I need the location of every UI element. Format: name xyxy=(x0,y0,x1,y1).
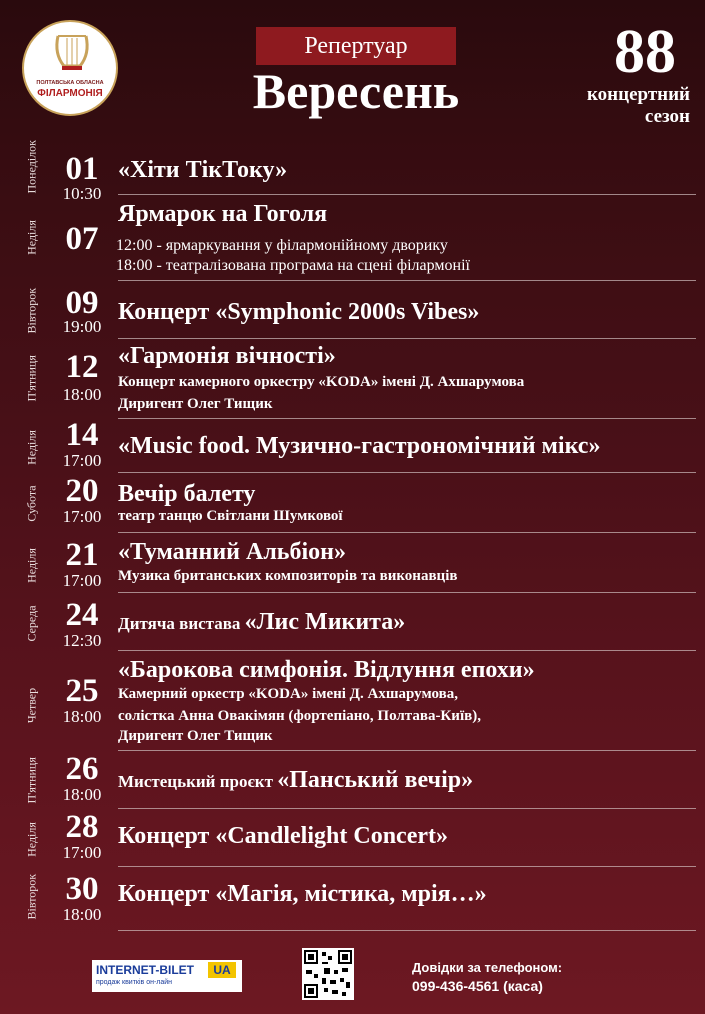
row-divider xyxy=(118,194,696,195)
event-time: 10:30 xyxy=(62,184,102,203)
qr-code[interactable] xyxy=(302,948,354,1000)
event-date: 20 xyxy=(65,473,99,509)
event-detail: солістка Анна Овакімян (фортепіано, Полтава-Київ), xyxy=(118,708,481,724)
event-date: 26 xyxy=(65,751,99,787)
event-weekday: Понеділок xyxy=(24,139,39,194)
season-number: 88 xyxy=(614,18,676,86)
event-weekday: Неділя xyxy=(24,548,39,583)
event-detail: Диригент Олег Тищик xyxy=(118,728,273,744)
phone-number[interactable]: 099-436-4561 (каса) xyxy=(412,978,543,994)
event-date: 09 xyxy=(65,285,99,321)
event-title xyxy=(118,608,405,638)
philharmonic-logo xyxy=(22,20,118,116)
event-row xyxy=(0,654,705,750)
event-time: 19:00 xyxy=(62,317,102,336)
event-time: 18:00 xyxy=(62,905,102,924)
row-divider xyxy=(118,808,696,809)
event-title: Вечір балету xyxy=(118,481,256,507)
event-date: 21 xyxy=(65,537,99,573)
event-detail: 12:00 - ярмаркування у філармонійному дворику xyxy=(116,237,448,254)
event-time: 12:30 xyxy=(62,631,102,650)
event-detail: Музика британських композиторів та виконавців xyxy=(118,568,458,584)
event-detail: Камерний оркестр «KODA» імені Д. Ахшарумова, xyxy=(118,686,458,702)
repertoire-badge: Репертуар xyxy=(256,27,456,65)
event-title: Концерт «Candlelight Concert» xyxy=(118,823,448,849)
event-weekday: П'ятниця xyxy=(24,757,39,804)
event-row xyxy=(0,870,705,930)
event-time: 17:00 xyxy=(62,571,102,590)
event-detail: 18:00 - театралізована програма на сцені філармонії xyxy=(116,257,470,274)
event-row xyxy=(0,751,705,808)
event-date: 28 xyxy=(65,809,99,845)
event-row xyxy=(0,473,705,532)
logo-org-line: ПОЛТАВСЬКА ОБЛАСНА xyxy=(36,80,104,86)
event-title: «Music food. Музично-гастрономічний мікс» xyxy=(118,433,601,459)
ticket-tagline: продаж квитків он-лайн xyxy=(96,979,173,986)
event-prefix: Мистецький проєкт xyxy=(118,772,278,791)
row-divider xyxy=(118,930,696,931)
event-detail: Концерт камерного оркестру «KODA» імені Д. Ахшарумова xyxy=(118,374,525,390)
row-divider xyxy=(118,532,696,533)
event-date: 12 xyxy=(65,349,99,385)
event-detail: театр танцю Світлани Шумкової xyxy=(118,508,343,524)
row-divider xyxy=(118,750,696,751)
event-date: 30 xyxy=(65,871,99,907)
event-title: «Туманний Альбіон» xyxy=(118,539,346,565)
event-weekday: Неділя xyxy=(24,430,39,465)
event-title: «Барокова симфонія. Відлуння епохи» xyxy=(118,657,535,683)
event-row xyxy=(0,596,705,650)
qr-code-icon xyxy=(302,948,354,1000)
event-row xyxy=(0,809,705,866)
event-title: Концерт «Магія, містика, мрія…» xyxy=(118,881,487,907)
event-time: 17:00 xyxy=(62,507,102,526)
row-divider xyxy=(118,472,696,473)
event-date: 14 xyxy=(65,417,99,453)
lyre-icon xyxy=(50,30,94,78)
event-time: 18:00 xyxy=(62,385,102,404)
event-title xyxy=(118,766,473,796)
event-row xyxy=(0,417,705,472)
ticket-brand: INTERNET-BILET xyxy=(96,963,194,977)
internet-bilet-logo[interactable] xyxy=(92,960,242,992)
month-title: Вересень xyxy=(252,63,460,119)
event-prefix: Дитяча вистава xyxy=(118,614,245,633)
event-time: 17:00 xyxy=(62,451,102,470)
event-date: 24 xyxy=(65,597,99,633)
season-label xyxy=(540,84,690,128)
event-date: 07 xyxy=(65,221,99,257)
event-title-main: «Панський вечір» xyxy=(277,767,474,793)
event-title: Концерт «Symphonic 2000s Vibes» xyxy=(118,299,480,325)
season-label-line1: концертний xyxy=(586,84,690,105)
event-time: 18:00 xyxy=(62,707,102,726)
phone-label: Довідки за телефоном: xyxy=(412,960,563,975)
event-row xyxy=(0,139,705,203)
event-weekday: Вівторок xyxy=(24,873,39,920)
logo-org-name: ФІЛАРМОНІЯ xyxy=(37,88,103,99)
event-date: 01 xyxy=(65,151,99,187)
season-label-line2: сезон xyxy=(644,106,690,127)
row-divider xyxy=(118,650,696,651)
event-time: 17:00 xyxy=(62,843,102,862)
row-divider xyxy=(118,338,696,339)
event-title: «Гармонія вічності» xyxy=(118,343,336,369)
event-detail: Диригент Олег Тищик xyxy=(118,396,273,412)
row-divider xyxy=(118,866,696,867)
event-row xyxy=(0,536,705,592)
event-row xyxy=(0,198,705,278)
event-title: «Хіти ТікТоку» xyxy=(118,157,288,183)
event-time: 18:00 xyxy=(62,785,102,804)
row-divider xyxy=(118,418,696,419)
event-row xyxy=(0,342,705,418)
row-divider xyxy=(118,280,696,281)
event-weekday: Четвер xyxy=(24,687,39,724)
event-weekday: Середа xyxy=(24,605,39,642)
event-date: 25 xyxy=(65,673,99,709)
event-weekday: Субота xyxy=(24,485,39,522)
event-weekday: Вівторок xyxy=(24,287,39,334)
event-weekday: Неділя xyxy=(24,220,39,255)
event-weekday: Неділя xyxy=(24,822,39,857)
event-title: Ярмарок на Гоголя xyxy=(118,201,328,227)
event-weekday: П'ятниця xyxy=(24,355,39,402)
event-title-main: «Лис Микита» xyxy=(244,609,406,635)
row-divider xyxy=(118,592,696,593)
event-row xyxy=(0,284,705,338)
ticket-ua-badge: UA xyxy=(208,962,236,978)
